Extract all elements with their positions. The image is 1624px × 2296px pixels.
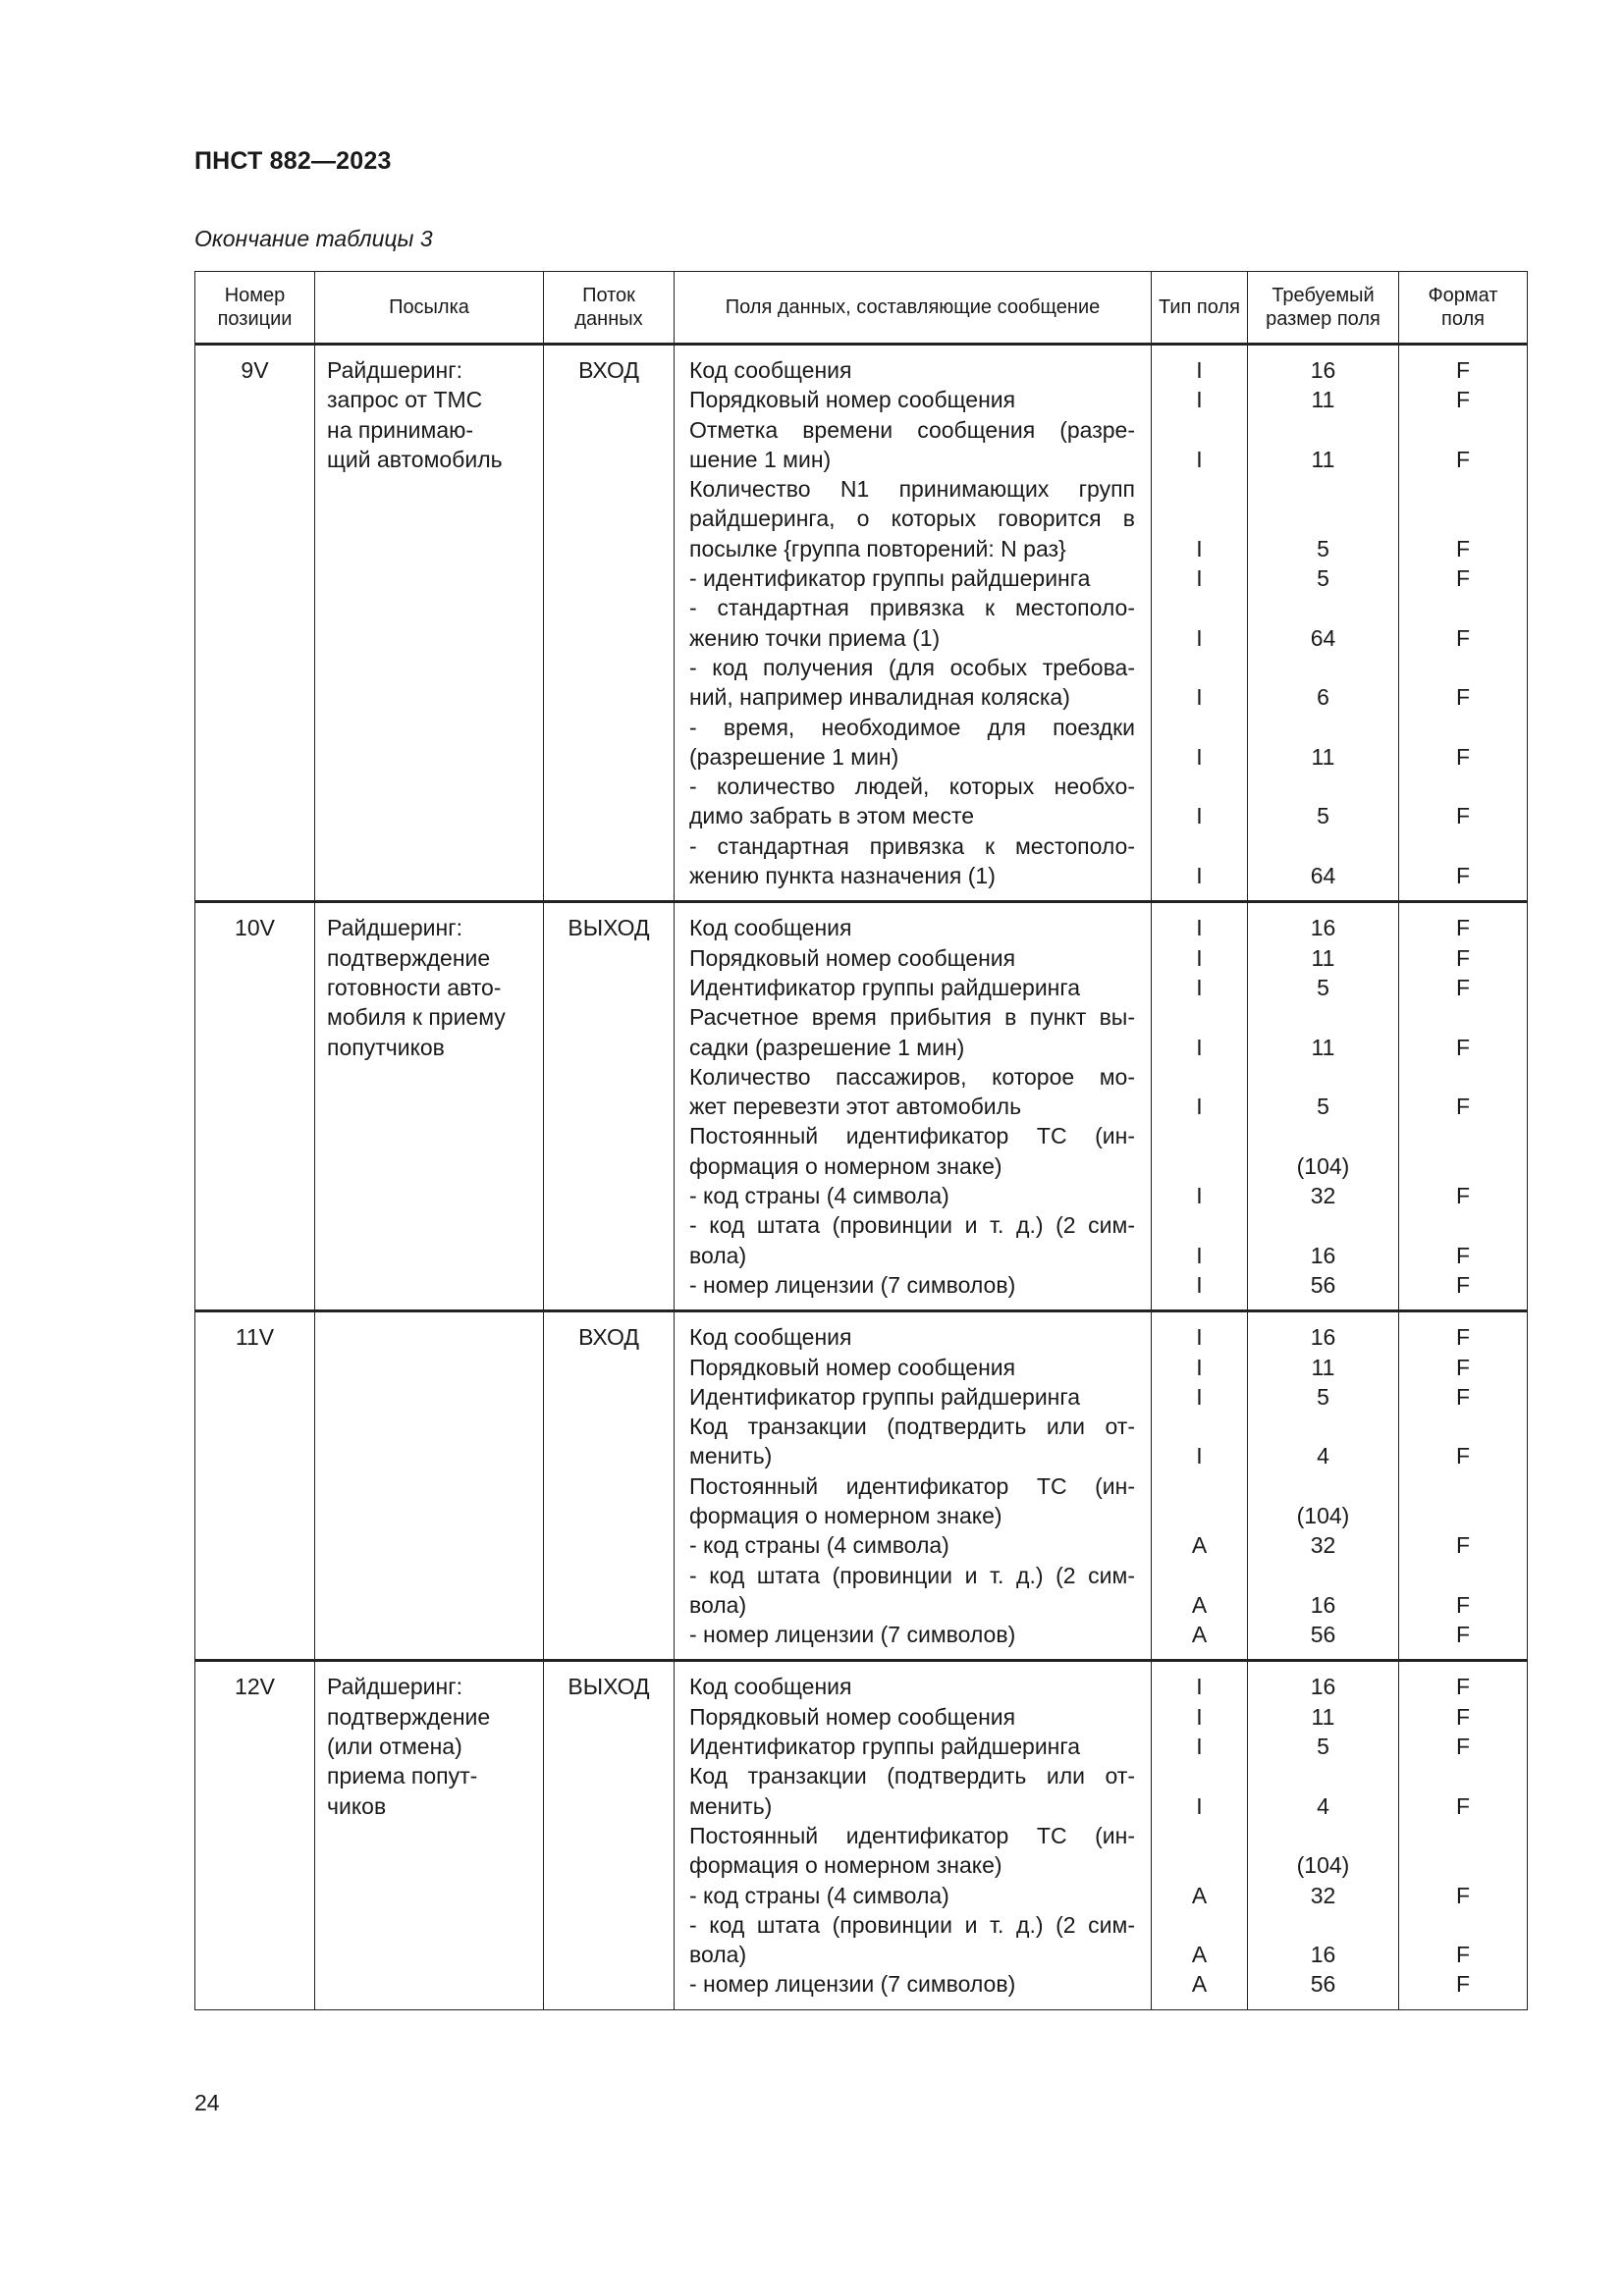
- field-size-value: 5: [1317, 803, 1329, 829]
- field-size-value: 4: [1317, 1792, 1329, 1819]
- field-description-line: вола): [689, 1591, 747, 1618]
- field-size-cell: [1248, 902, 1399, 1311]
- field-format-value: F: [1455, 1942, 1471, 1968]
- column-header-field-size: Требуемый размер поля: [1248, 272, 1399, 345]
- field-description-line: райдшеринга, о которых говорится в: [689, 506, 1135, 532]
- field-size-value: 5: [1317, 565, 1329, 592]
- parcel-text-line: подтверждение: [327, 1703, 491, 1730]
- field-description-line: (разрешение 1 мин): [689, 743, 899, 770]
- parcel-cell: [315, 1311, 544, 1661]
- field-size-value: 32: [1310, 1183, 1336, 1209]
- field-size-value: 11: [1311, 446, 1335, 472]
- field-type-value: I: [1196, 535, 1203, 561]
- field-type-value: I: [1196, 1034, 1203, 1060]
- field-description-line: - код получения (для особых требова-: [689, 654, 1135, 680]
- field-format-value: F: [1455, 1271, 1471, 1298]
- parcel-text-line: щий автомобиль: [327, 446, 503, 472]
- column-header-parcel: Посылка: [315, 272, 544, 345]
- field-size-value: (104): [1296, 1502, 1350, 1528]
- field-description-line: Код сообщения: [689, 915, 852, 941]
- field-format-value: F: [1455, 535, 1471, 561]
- field-format-value: F: [1455, 743, 1471, 770]
- field-format-value: [1403, 1821, 1523, 1850]
- column-header-data-flow: Поток данных: [544, 272, 675, 345]
- field-type-value: [1156, 1121, 1243, 1150]
- field-description-line: - код штата (провинции и т. д.) (2 сим-: [689, 1911, 1135, 1938]
- field-format-value: [1403, 1850, 1523, 1880]
- field-type-value: [1156, 504, 1243, 533]
- field-description-line: Код сообщения: [689, 1674, 852, 1700]
- field-size-value: 16: [1310, 1242, 1336, 1268]
- field-type-value: [1156, 1850, 1243, 1880]
- field-type-value: I: [1196, 684, 1203, 711]
- table-caption: Окончание таблицы 3: [194, 226, 433, 251]
- position-cell: [195, 902, 315, 1311]
- field-size-value: [1252, 653, 1394, 682]
- field-size-value: [1252, 1761, 1394, 1790]
- field-size-value: 32: [1310, 1532, 1336, 1559]
- field-description-line: формация о номерном знаке): [689, 1852, 1002, 1879]
- parcel-text-line: приема попут-: [327, 1763, 478, 1789]
- field-size-value: [1252, 1002, 1394, 1032]
- field-type-cell: [1152, 345, 1248, 902]
- field-description-line: Порядковый номер сообщения: [689, 387, 1016, 413]
- page-number: 24: [194, 2090, 220, 2115]
- data-fields-cell: [675, 1311, 1152, 1661]
- field-description-line: - номер лицензии (7 символов): [689, 1971, 1016, 1998]
- table-row: [195, 345, 1528, 902]
- field-format-value: F: [1455, 915, 1471, 941]
- field-description-line: Идентификатор группы райдшеринга: [689, 1383, 1081, 1410]
- field-type-value: A: [1191, 1942, 1208, 1968]
- field-type-value: [1156, 1062, 1243, 1092]
- field-type-value: I: [1196, 446, 1203, 472]
- field-format-value: F: [1455, 446, 1471, 472]
- position-number: 9V: [241, 357, 269, 383]
- field-format-value: F: [1455, 974, 1471, 1000]
- field-size-value: 11: [1311, 1034, 1335, 1060]
- parcel-cell: [315, 345, 544, 902]
- field-format-value: [1403, 1002, 1523, 1032]
- field-description-line: вола): [689, 1242, 747, 1268]
- field-description-line: Код транзакции (подтвердить или от-: [689, 1763, 1135, 1789]
- field-type-value: A: [1191, 1971, 1208, 1998]
- parcel-text-line: мобиля к приему: [327, 1004, 506, 1031]
- field-size-value: [1252, 831, 1394, 861]
- field-description-line: Количество N1 принимающих групп: [689, 476, 1135, 503]
- field-description-line: Постоянный идентификатор ТС (ин-: [689, 1822, 1135, 1848]
- data-fields-cell: [675, 902, 1152, 1311]
- field-size-value: 11: [1311, 387, 1335, 413]
- field-type-value: [1156, 831, 1243, 861]
- field-size-value: [1252, 1210, 1394, 1240]
- field-format-value: F: [1455, 1242, 1471, 1268]
- field-format-value: [1403, 415, 1523, 445]
- field-format-value: F: [1455, 1094, 1471, 1120]
- field-format-value: [1403, 772, 1523, 801]
- field-size-value: 5: [1317, 1734, 1329, 1760]
- field-format-cell: [1399, 1661, 1528, 2009]
- field-format-value: [1403, 593, 1523, 622]
- field-description-line: - код страны (4 символа): [689, 1882, 949, 1908]
- data-flow-cell: [544, 902, 675, 1311]
- field-type-cell: [1152, 902, 1248, 1311]
- field-description-line: жет перевезти этот автомобиль: [689, 1094, 1022, 1120]
- field-size-value: 5: [1317, 974, 1329, 1000]
- field-format-value: F: [1455, 1971, 1471, 1998]
- field-format-value: F: [1455, 624, 1471, 651]
- field-size-value: 56: [1310, 1271, 1336, 1298]
- field-description-line: ний, например инвалидная коляска): [689, 684, 1070, 711]
- field-format-value: [1403, 1561, 1523, 1590]
- data-flow-cell: [544, 345, 675, 902]
- field-description-line: - время, необходимое для поездки: [689, 714, 1135, 740]
- field-description-line: Код сообщения: [689, 357, 852, 383]
- position-cell: [195, 345, 315, 902]
- field-format-value: F: [1455, 1354, 1471, 1380]
- field-format-value: F: [1455, 803, 1471, 829]
- data-flow-cell: [544, 1661, 675, 2009]
- field-format-value: [1403, 1761, 1523, 1790]
- table-row: [195, 1311, 1528, 1661]
- field-type-value: I: [1196, 624, 1203, 651]
- field-type-value: I: [1196, 803, 1203, 829]
- field-description-line: димо забрать в этом месте: [689, 803, 975, 829]
- field-size-value: 56: [1310, 1971, 1336, 1998]
- field-size-value: 4: [1317, 1443, 1329, 1469]
- field-type-value: I: [1196, 1354, 1203, 1380]
- field-description-line: - код штата (провинции и т. д.) (2 сим-: [689, 1562, 1135, 1588]
- parcel-text-line: чиков: [327, 1792, 387, 1819]
- field-type-cell: [1152, 1311, 1248, 1661]
- field-description-line: садки (разрешение 1 мин): [689, 1034, 965, 1060]
- field-format-value: F: [1455, 1443, 1471, 1469]
- field-format-cell: [1399, 1311, 1528, 1661]
- table-row: [195, 1661, 1528, 2009]
- field-format-value: [1403, 1121, 1523, 1150]
- table-row: [195, 902, 1528, 1311]
- field-format-value: F: [1455, 1532, 1471, 1559]
- field-type-value: [1156, 1561, 1243, 1590]
- field-type-value: I: [1196, 1183, 1203, 1209]
- field-format-value: [1403, 1910, 1523, 1940]
- field-type-value: [1156, 1412, 1243, 1441]
- field-size-value: 11: [1311, 944, 1335, 971]
- field-description-line: Постоянный идентификатор ТС (ин-: [689, 1472, 1135, 1499]
- field-type-value: [1156, 1471, 1243, 1501]
- field-format-value: [1403, 1062, 1523, 1092]
- column-header-data-fields: Поля данных, составляющие сообщение: [675, 272, 1152, 345]
- field-format-value: [1403, 1501, 1523, 1530]
- data-flow-value: ВХОД: [578, 1324, 639, 1351]
- field-description-line: - идентификатор группы райдшеринга: [689, 565, 1091, 592]
- field-format-value: [1403, 504, 1523, 533]
- field-size-cell: [1248, 1661, 1399, 2009]
- field-size-value: 5: [1317, 1383, 1329, 1410]
- field-size-value: [1252, 1561, 1394, 1590]
- field-description-line: Идентификатор группы райдшеринга: [689, 1734, 1081, 1760]
- field-description-line: Код транзакции (подтвердить или от-: [689, 1414, 1135, 1440]
- field-size-value: [1252, 1121, 1394, 1150]
- field-size-value: 5: [1317, 535, 1329, 561]
- field-type-value: [1156, 1151, 1243, 1181]
- field-type-value: I: [1196, 863, 1203, 889]
- field-description-line: - стандартная привязка к местополо-: [689, 595, 1135, 621]
- field-size-value: [1252, 474, 1394, 504]
- field-type-value: I: [1196, 1674, 1203, 1700]
- parcel-text-line: (или отмена): [327, 1734, 462, 1760]
- field-format-cell: [1399, 345, 1528, 902]
- message-fields-table: [194, 271, 1528, 2010]
- data-flow-value: ВЫХОД: [568, 915, 650, 941]
- field-size-value: 64: [1310, 624, 1336, 651]
- field-type-value: A: [1191, 1591, 1208, 1618]
- parcel-text-line: Райдшеринг:: [327, 357, 462, 383]
- parcel-text-line: запрос от ТМС: [327, 387, 483, 413]
- field-size-cell: [1248, 1311, 1399, 1661]
- field-size-value: 64: [1310, 863, 1336, 889]
- field-format-value: [1403, 831, 1523, 861]
- table-header-row: [195, 272, 1528, 345]
- field-type-value: I: [1196, 743, 1203, 770]
- field-type-value: I: [1196, 1734, 1203, 1760]
- field-size-value: 11: [1311, 1354, 1335, 1380]
- field-format-value: F: [1455, 357, 1471, 383]
- field-type-cell: [1152, 1661, 1248, 2009]
- data-fields-cell: [675, 1661, 1152, 2009]
- field-description-line: - номер лицензии (7 символов): [689, 1622, 1016, 1648]
- field-type-value: I: [1196, 1324, 1203, 1351]
- field-format-value: F: [1455, 1622, 1471, 1648]
- field-size-value: [1252, 772, 1394, 801]
- field-type-value: [1156, 1761, 1243, 1790]
- field-size-value: [1252, 1471, 1394, 1501]
- field-size-value: 16: [1310, 1942, 1336, 1968]
- column-header-field-type: Тип поля: [1152, 272, 1248, 345]
- field-description-line: Порядковый номер сообщения: [689, 1703, 1016, 1730]
- field-description-line: Порядковый номер сообщения: [689, 944, 1016, 971]
- field-description-line: Порядковый номер сообщения: [689, 1354, 1016, 1380]
- field-format-value: [1403, 1151, 1523, 1181]
- field-description-line: - код страны (4 символа): [689, 1532, 949, 1559]
- parcel-text-line: попутчиков: [327, 1034, 445, 1060]
- field-size-value: [1252, 1062, 1394, 1092]
- field-description-line: жению точки приема (1): [689, 624, 941, 651]
- field-description-line: - код штата (провинции и т. д.) (2 сим-: [689, 1212, 1135, 1239]
- field-type-value: I: [1196, 1792, 1203, 1819]
- field-format-value: [1403, 1412, 1523, 1441]
- data-fields-cell: [675, 345, 1152, 902]
- parcel-text-line: Райдшеринг:: [327, 915, 462, 941]
- field-type-value: [1156, 1210, 1243, 1240]
- field-description-line: Расчетное время прибытия в пункт вы-: [689, 1004, 1135, 1031]
- parcel-cell: [315, 902, 544, 1311]
- field-format-value: F: [1455, 1324, 1471, 1351]
- document-header: ПНСТ 882—2023: [194, 147, 392, 175]
- field-size-cell: [1248, 345, 1399, 902]
- field-format-value: F: [1455, 944, 1471, 971]
- field-size-value: 16: [1310, 1674, 1336, 1700]
- position-number: 11V: [235, 1324, 275, 1351]
- field-description-line: формация о номерном знаке): [689, 1152, 1002, 1179]
- field-type-value: I: [1196, 944, 1203, 971]
- column-header-field-format: Формат поля: [1399, 272, 1528, 345]
- field-format-value: F: [1455, 1674, 1471, 1700]
- field-description-line: шение 1 мин): [689, 446, 832, 472]
- field-format-value: [1403, 1210, 1523, 1240]
- field-type-value: [1156, 772, 1243, 801]
- field-format-value: F: [1455, 684, 1471, 711]
- field-size-value: 16: [1310, 915, 1336, 941]
- data-flow-value: ВЫХОД: [568, 1674, 650, 1700]
- field-format-value: F: [1455, 1034, 1471, 1060]
- position-cell: [195, 1661, 315, 2009]
- field-format-value: F: [1455, 1792, 1471, 1819]
- field-description-line: Постоянный идентификатор ТС (ин-: [689, 1123, 1135, 1149]
- field-size-value: [1252, 1821, 1394, 1850]
- field-type-value: I: [1196, 1703, 1203, 1730]
- parcel-text-line: подтверждение: [327, 944, 491, 971]
- field-type-value: [1156, 474, 1243, 504]
- field-description-line: Идентификатор группы райдшеринга: [689, 974, 1081, 1000]
- field-type-value: [1156, 1002, 1243, 1032]
- data-flow-cell: [544, 1311, 675, 1661]
- field-size-value: [1252, 504, 1394, 533]
- field-size-value: 56: [1310, 1622, 1336, 1648]
- column-header-position: Номер позиции: [195, 272, 315, 345]
- position-number: 10V: [235, 915, 275, 941]
- field-format-value: [1403, 713, 1523, 742]
- field-description-line: менить): [689, 1792, 773, 1819]
- field-size-value: 5: [1317, 1094, 1329, 1120]
- field-size-value: [1252, 713, 1394, 742]
- field-type-value: I: [1196, 1242, 1203, 1268]
- position-number: 12V: [235, 1674, 275, 1700]
- field-description-line: - стандартная привязка к местополо-: [689, 832, 1135, 859]
- field-description-line: жению пункта назначения (1): [689, 863, 996, 889]
- field-type-value: I: [1196, 357, 1203, 383]
- field-description-line: - номер лицензии (7 символов): [689, 1271, 1016, 1298]
- field-size-value: [1252, 415, 1394, 445]
- field-format-value: F: [1455, 565, 1471, 592]
- field-description-line: - количество людей, которых необхо-: [689, 774, 1135, 800]
- field-size-value: 16: [1310, 1324, 1336, 1351]
- field-type-value: [1156, 713, 1243, 742]
- field-format-value: F: [1455, 1734, 1471, 1760]
- field-type-value: [1156, 653, 1243, 682]
- field-format-value: F: [1455, 1882, 1471, 1908]
- field-type-value: I: [1196, 915, 1203, 941]
- parcel-text-line: готовности авто-: [327, 974, 502, 1000]
- field-type-value: [1156, 593, 1243, 622]
- field-size-value: 16: [1310, 357, 1336, 383]
- parcel-text-line: на принимаю-: [327, 416, 474, 443]
- data-table-container: [194, 271, 1527, 2010]
- field-type-value: I: [1196, 1094, 1203, 1120]
- field-size-value: (104): [1296, 1852, 1350, 1879]
- field-size-value: 32: [1310, 1882, 1336, 1908]
- field-format-value: F: [1455, 387, 1471, 413]
- field-description-line: вола): [689, 1942, 747, 1968]
- field-type-value: [1156, 1910, 1243, 1940]
- field-size-value: 16: [1310, 1591, 1336, 1618]
- field-type-value: I: [1196, 387, 1203, 413]
- field-type-value: I: [1196, 1271, 1203, 1298]
- field-type-value: [1156, 415, 1243, 445]
- table-body: [195, 345, 1528, 2010]
- field-size-value: [1252, 1412, 1394, 1441]
- field-size-value: (104): [1296, 1152, 1350, 1179]
- field-format-value: [1403, 474, 1523, 504]
- field-type-value: A: [1191, 1622, 1208, 1648]
- field-type-value: [1156, 1501, 1243, 1530]
- field-format-value: [1403, 1471, 1523, 1501]
- parcel-text-line: Райдшеринг:: [327, 1674, 462, 1700]
- field-description-line: Код сообщения: [689, 1324, 852, 1351]
- field-size-value: [1252, 593, 1394, 622]
- field-format-value: F: [1455, 1703, 1471, 1730]
- field-format-value: F: [1455, 1591, 1471, 1618]
- field-format-value: F: [1455, 1383, 1471, 1410]
- field-type-value: I: [1196, 565, 1203, 592]
- field-type-value: I: [1196, 1443, 1203, 1469]
- data-flow-value: ВХОД: [578, 357, 639, 383]
- field-type-value: I: [1196, 1383, 1203, 1410]
- field-size-value: 11: [1311, 1703, 1335, 1730]
- field-type-value: [1156, 1821, 1243, 1850]
- field-size-value: [1252, 1910, 1394, 1940]
- parcel-cell: [315, 1661, 544, 2009]
- field-format-value: F: [1455, 1183, 1471, 1209]
- field-format-value: F: [1455, 863, 1471, 889]
- field-description-line: Количество пассажиров, которое мо-: [689, 1063, 1135, 1090]
- field-size-value: 11: [1311, 743, 1335, 770]
- field-size-value: 6: [1317, 684, 1329, 711]
- field-description-line: - код страны (4 символа): [689, 1183, 949, 1209]
- field-type-value: A: [1191, 1882, 1208, 1908]
- field-description-line: менить): [689, 1443, 773, 1469]
- field-description-line: Отметка времени сообщения (разре-: [689, 416, 1135, 443]
- field-description-line: посылке {группа повторений: N раз}: [689, 535, 1066, 561]
- field-type-value: A: [1191, 1532, 1208, 1559]
- position-cell: [195, 1311, 315, 1661]
- field-format-cell: [1399, 902, 1528, 1311]
- field-format-value: [1403, 653, 1523, 682]
- field-description-line: формация о номерном знаке): [689, 1502, 1002, 1528]
- field-type-value: I: [1196, 974, 1203, 1000]
